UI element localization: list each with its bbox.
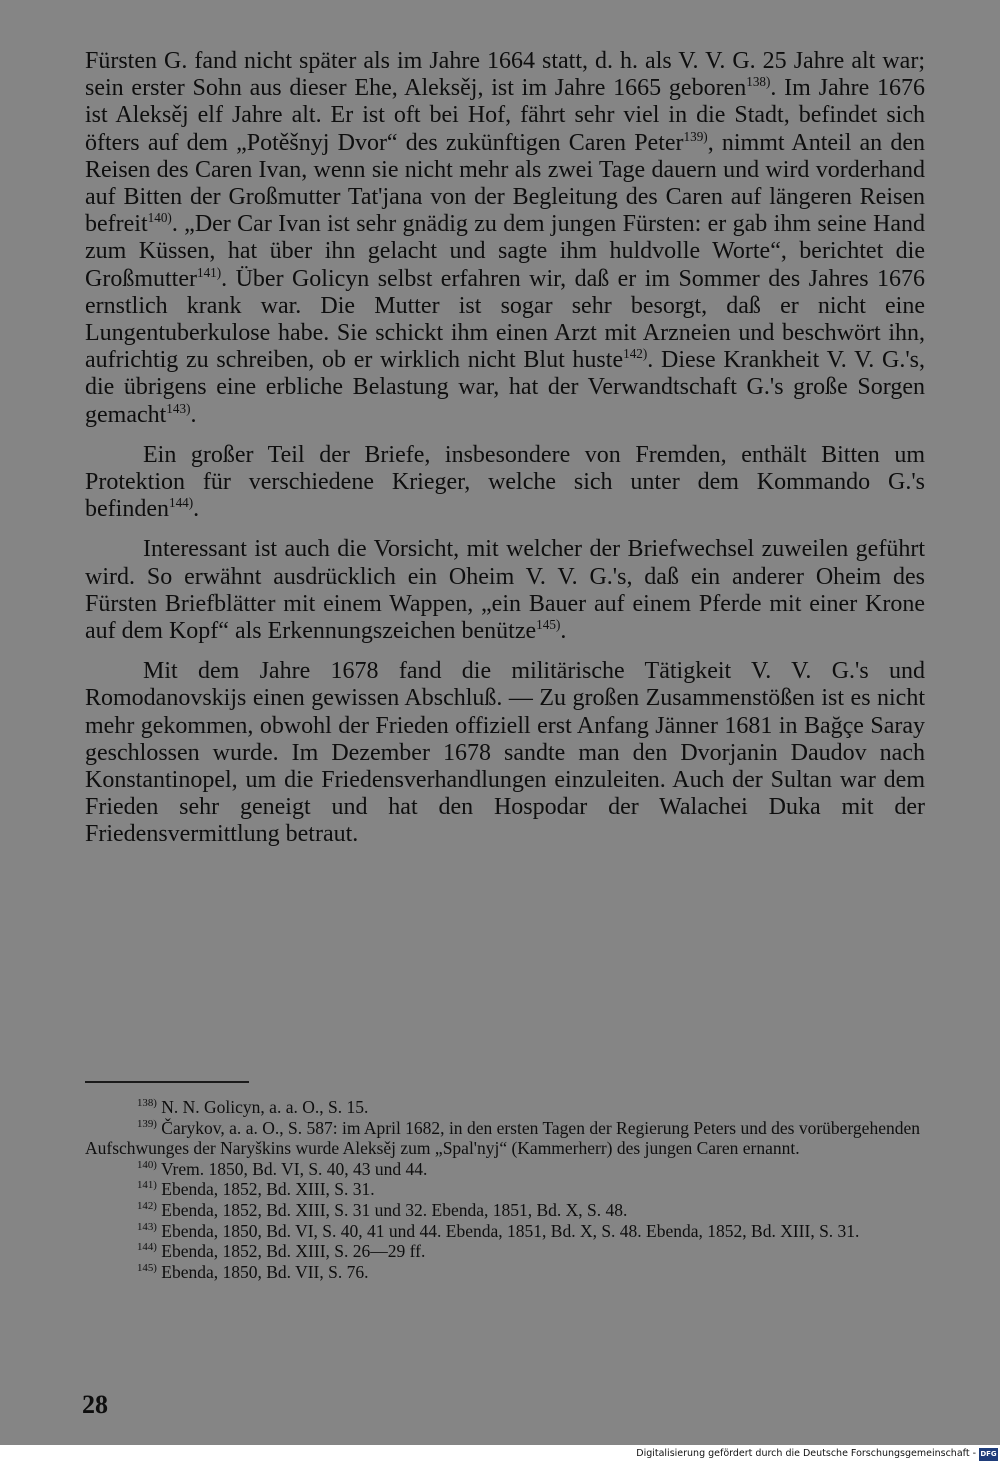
footnote-ref-138: 138)	[746, 74, 771, 90]
footnote-separator	[85, 1081, 249, 1083]
footnote-145	[85, 1262, 920, 1283]
footnote-text: Vrem. 1850, Bd. VI, S. 40, 43 und 44.	[156, 1158, 428, 1179]
text-run: . Über Golicyn selbst erfahren wir, daß er im Sommer des Jahres 1676 ernstlich krank war. Die Mutter ist sogar sehr besorgt, daß er nicht eine Lungentuberkulose habe. Sie schickt ihm einen Arzt mit Arzneien und beschwört ihn, aufrichtig zu schreiben, ob er wirklich nicht Blut huste	[85, 265, 925, 374]
footnote-144	[85, 1241, 920, 1262]
text-run: Mit dem Jahre 1678 fand die militärische Tätigkeit V. V. G.'s und Romodanovskijs einen gewissen Abschluß. — Zu großen Zusammenstößen ist es nicht mehr gekommen, obwohl der Frieden offiziell erst Anfang Jänner 1681 in Bağçe Saray geschlossen wurde. Im Dezember 1678 sandte man den Dvorjanin Daudov nach Konstantinopel, um die Friedensverhandlungen einzuleiten. Auch der Sultan war dem Frieden sehr geneigt und hat den Hospodar der Walachei Duka mit der Friedensvermittlung betraut.	[85, 658, 925, 848]
footnote-number: 140)	[137, 1158, 157, 1171]
text-run: Ein großer Teil der Briefe, insbesondere von Fremden, enthält Bitten um Protektion für verschiedene Krieger, welche sich unter dem Kommando G.'s befinden	[85, 441, 925, 523]
footnote-ref-141: 141)	[196, 264, 222, 280]
footnote-text: Ebenda, 1850, Bd. VI, S. 40, 41 und 44. Ebenda, 1851, Bd. X, S. 48. Ebenda, 1852, Bd. XIII, S. 31.	[156, 1220, 860, 1241]
footnote-ref-145: 145)	[536, 617, 561, 633]
text-run: . Im Jahre 1676 ist Aleksěj elf Jahre alt. Er ist oft bei Hof, fährt sehr viel in die Stadt, befindet sich öfters auf dem „Potěšnyj Dvor“ des zukünftigen Caren Peter	[85, 75, 926, 156]
footnote-text: Ebenda, 1852, Bd. XIII, S. 31.	[156, 1179, 375, 1200]
footnote-text: Ebenda, 1852, Bd. XIII, S. 26—29 ff.	[156, 1241, 426, 1262]
footnote-number: 144)	[137, 1241, 157, 1254]
footnote-ref-139: 139)	[683, 128, 708, 144]
text-run: . „Der Car Ivan ist sehr gnädig zu dem jungen Fürsten: er gab ihm seine Hand zum Küssen, hat über ihn gelacht und sagte ihm huldvolle Worte“, berichtet die Großmutter	[85, 211, 925, 292]
footnote-number: 141)	[137, 1179, 157, 1192]
footnote-ref-140: 140)	[147, 210, 172, 226]
footnote-141	[85, 1179, 920, 1200]
footnotes	[85, 1097, 920, 1282]
footnote-139	[85, 1118, 920, 1159]
footnote-140	[85, 1159, 920, 1180]
dfg-logo-icon: DFG	[979, 1448, 998, 1461]
paragraph-2	[85, 442, 925, 524]
footnote-text: Ebenda, 1850, Bd. VII, S. 76.	[156, 1261, 369, 1282]
footnote-text: Čarykov, a. a. O., S. 587: im April 1682, in den ersten Tagen der Regierung Peters und des vorübergehenden Aufschwunges der Naryškins wurde Aleksěj zum „Spal'nyj“ (Kammerherr) des jungen Caren ernannt.	[85, 1117, 920, 1159]
footnote-number: 138)	[137, 1097, 157, 1110]
paragraph-3	[85, 536, 925, 645]
text-run: .	[193, 496, 200, 523]
text-run: , nimmt Anteil an den Reisen des Caren Ivan, wenn sie nicht mehr als zwei Tage dauern und wird vorderhand auf Bitten der Großmutter Tat'jana von der Begleitung des Caren auf längeren Reisen befreit	[85, 129, 925, 238]
footnote-138	[85, 1097, 920, 1118]
paragraph-1	[85, 48, 925, 429]
footnote-text: Ebenda, 1852, Bd. XIII, S. 31 und 32. Ebenda, 1851, Bd. X, S. 48.	[156, 1199, 628, 1220]
footnote-ref-143: 143)	[166, 400, 191, 416]
text-run: . Diese Krankheit V. V. G.'s, die übrigens eine erbliche Belastung war, hat der Verwandtschaft G.'s große Sorgen gemacht	[85, 347, 925, 428]
footnote-number: 143)	[137, 1220, 157, 1233]
footnote-142	[85, 1200, 920, 1221]
body-text	[85, 48, 925, 862]
page-number: 28	[82, 1390, 108, 1419]
footnote-number: 142)	[137, 1200, 157, 1213]
footnote-number: 139)	[137, 1117, 157, 1130]
footnote-number: 145)	[137, 1261, 157, 1274]
text-run: .	[190, 401, 197, 428]
paragraph-4	[85, 658, 925, 848]
text-run: Interessant ist auch die Vorsicht, mit welcher der Briefwechsel zuweilen geführt wird. So erwähnt ausdrücklich ein Oheim V. V. G.'s, daß ein anderer Oheim des Fürsten Briefblätter mit einem Wappen, „ein Bauer auf einem Pferde mit einer Krone auf dem Kopf“ als Erkennungszeichen benütze	[85, 536, 925, 645]
footnote-143	[85, 1221, 920, 1242]
footnote-ref-142: 142)	[623, 346, 648, 362]
footnote-ref-144: 144)	[168, 495, 194, 511]
text-run: .	[560, 618, 567, 645]
footer-bar	[0, 1445, 1000, 1465]
text-run: Fürsten G. fand nicht später als im Jahre 1664 statt, d. h. als V. V. G. 25 Jahre alt war; sein erster Sohn aus dieser Ehe, Aleksěj, ist im Jahre 1665 geboren	[85, 48, 925, 102]
footnote-text: N. N. Golicyn, a. a. O., S. 15.	[156, 1097, 369, 1117]
digitization-credit: Digitalisierung gefördert durch die Deutsche Forschungsgemeinschaft -	[636, 1448, 976, 1459]
